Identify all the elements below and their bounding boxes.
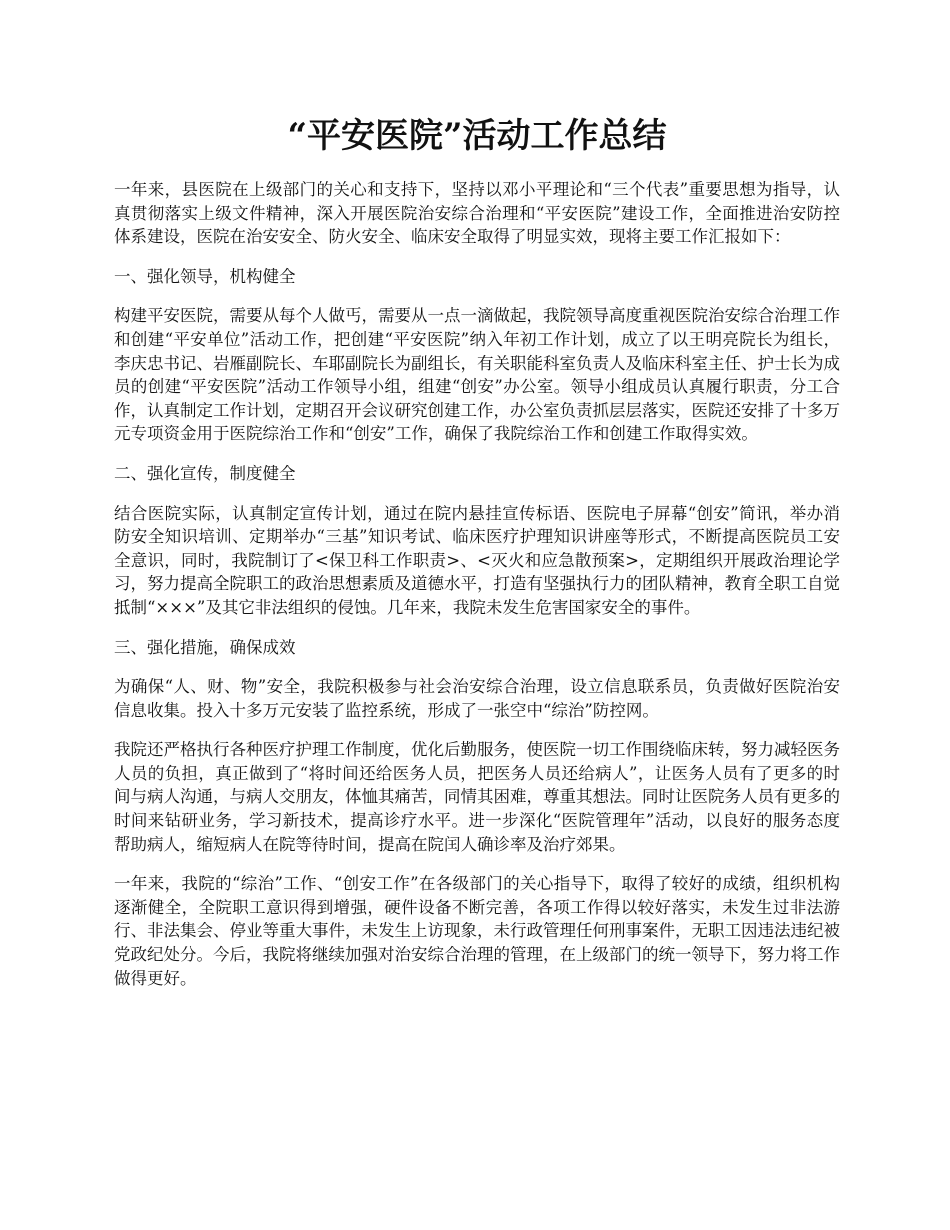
section-3-heading: 三、强化措施，确保成效 [114,637,296,657]
conclusion-paragraph: 一年来，我院的“综治”工作、“创安工作”在各级部门的关心指导下，取得了较好的成绩，组织机构逐渐健全，全院职工意识得到增强，硬件设备不断完善，各项工作得以较好落实，未发生过非法游行、非法集会、停业等重大事件，未发生上访现象，未行政管理任何刑事案件，无职工因违法违纪被党政纪处分。今后，我院将继续加强对治安综合治理的管理，在上级部门的统一领导下，努力将工作做得更好。 [114,874,840,988]
intro-paragraph: 一年来，县医院在上级部门的关心和支持下，坚持以邓小平理论和“三个代表”重要思想为指导，认真贯彻落实上级文件精神，深入开展医院治安综合治理和“平安医院”建设工作，全面推进治安防控体系建设，医院在治安安全、防火安全、临床安全取得了明显实效，现将主要工作汇报如下： [114,180,840,247]
section-1-heading: 一、强化领导，机构健全 [114,266,296,286]
section-3-paragraph-2: 我院还严格执行各种医疗护理工作制度，优化后勤服务，使医院一切工作围绕临床转，努力减轻医务人员的负担，真正做到了“将时间还给医务人员，把医务人员还给病人”，让医务人员有了更多的时间与病人沟通，与病人交朋友，体恤其痛苦，同情其困难，尊重其想法。同时让医院务人员有更多的时间来钻研业务，学习新技术，提高诊疗水平。进一步深化“医院管理年”活动，以良好的服务态度帮助病人，缩短病人在院等待时间，提高在院闰人确诊率及治疗郊果。 [114,740,840,854]
section-2-paragraph: 结合医院实际，认真制定宣传计划，通过在院内悬挂宣传标语、医院电子屏幕“创安”简讯，举办消防安全知识培训、定期举办“三基”知识考试、临床医疗护理知识讲座等形式，不断提高医院员工安全意识，同时，我院制订了<保卫科工作职责>、<灭火和应急散预案>，定期组织开展政治理论学习，努力提高全院职工的政治思想素质及道德水平，打造有坚强执行力的团队精神，教育全职工自觉抵制“×××”及其它非法组织的侵蚀。几年来，我院未发生危害国家安全的事件。 [114,503,840,617]
section-3-paragraph-1: 为确保“人、财、物”安全，我院积极参与社会治安综合治理，设立信息联系员，负责做好医院治安信息收集。投入十多万元安装了监控系统，形成了一张空中“综治”防控网。 [114,677,840,720]
section-1-paragraph: 构建平安医院，需要从每个人做丐，需要从一点一滴做起，我院领导高度重视医院治安综合治理工作和创建“平安单位”活动工作，把创建“平安医院”纳入年初工作计划，成立了以王明亮院长为组长，李庆忠书记、岩雁副院长、车耶副院长为副组长，有关职能科室负责人及临床科室主任、护士长为成员的创建“平安医院”活动工作领导小组，组建“创安”办公室。领导小组成员认真履行职责，分工合作，认真制定工作计划，定期召开会议研究创建工作，办公室负责抓层层落实，医院还安排了十多万元专项资金用于医院综治工作和“创安”工作，确保了我院综治工作和创建工作取得实效。 [114,306,840,444]
document-title: “平安医院”活动工作总结 [287,116,667,156]
section-2-heading: 二、强化宣传，制度健全 [114,463,296,483]
document-page [114,108,840,1006]
